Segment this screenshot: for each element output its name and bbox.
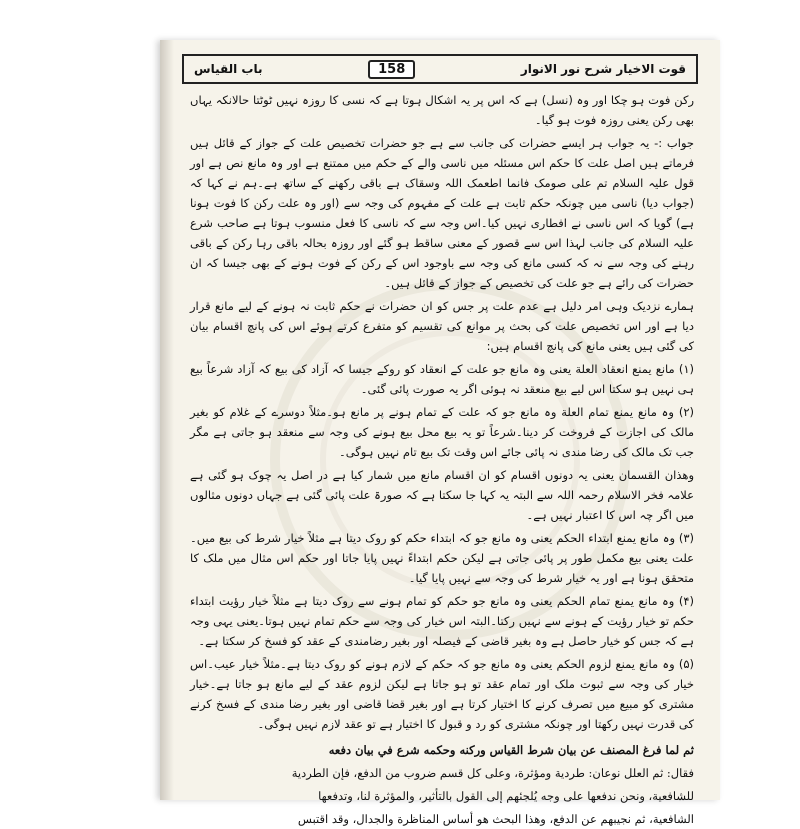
paragraph: وھذان القسمان یعنی یہ دونوں اقسام کو ان اقسام مانع میں شمار کیا ہے در اصل یہ چوک ہو گئی ہے علامہ فخر الاسلام رحمہ اللہ سے البتہ یہ کہا جا سکتا ہے کہ صورۃ علت پائی گئی ہے جہاں دونوں مثالوں میں اگر چہ اس کا اعتبار نہیں ہے۔ xyxy=(190,468,694,522)
paragraph: (۲) وہ مانع یمنع تمام العلة وہ مانع جو کہ علت کے تمام ہونے پر مانع ہو۔مثلاً دوسرے کے غلام کو بغیر مالک کی اجازت کے فروخت کر دینا۔شرعاً تو یہ بیع محل بیع ہونے کی وجہ سے منعقد ہو جاتی ہے مگر جب تک مالک کی رضا مندی نہ پائی جائے اس وقت تک بیع تام نہیں ہوگی۔ xyxy=(190,405,694,459)
paragraph: (۵) وہ مانع یمنع لزوم الحکم یعنی وہ مانع جو کہ حکم کے لازم ہونے کو روک دیتا ہے۔مثلاً خیار عیب۔اس خیار کی وجہ سے ثبوت ملک اور تمام عقد تو ہو جاتا ہے لیکن لزوم عقد کے لیے مانع ہو جاتا ہے۔خیار مشتری کو مبیع میں تصرف کرنے کا اختیار کرتا ہے اور بغیر قضا قاضی اور بغیر رضا مندی کے فسخ کرنے کی قدرت نہیں رکھتا اور چونکہ مشتری کو رد و قبول کا اختیار ہے تو عقد لازم نہیں ہوگی۔ xyxy=(190,657,694,731)
paragraph: (۱) مانع یمنع انعقاد العلة یعنی وہ مانع جو علت کے انعقاد کو روکے جیسا کہ آزاد کی بیع کہ آزاد شرعاً بیع ہی نہیں ہو سکتا اس لیے بیع منعقد نہ ہوئی اگر یہ صورت پائی گئی۔ xyxy=(190,362,694,396)
page-gutter xyxy=(160,40,174,800)
paragraph: ہمارے نزدیک وہی امر دلیل ہے عدم علت پر جس کو ان حضرات نے حکم ثابت نہ ہونے کے لیے مانع قرار دیا ہے اور اس تخصیص علت کی بحث پر موانع کی تقسیم کو متفرع کرتے ہوئے اس کی پانچ اقسام بیان کی گئی ہیں یعنی مانع کی پانچ اقسام ہیں: xyxy=(190,299,694,353)
paragraph: جواب :- یہ جواب ہر ایسے حضرات کی جانب سے ہے جو حضرات تخصیص علت کے جواز کے قائل ہیں فرماتے ہیں اصل علت کا حکم اس مسئلہ میں ناسی والے کے حکم میں ممتنع ہے اور وہ مانع نص ہے اور قول علیہ السلام تم علی صومک فانما اطعمک اللہ وسقاک ہے باقی رکھنے کے ساتھ ہے۔ہم نے کہا کہ (جواب دیا) ناسی میں چونکہ حکم ثابت ہے علت کے مفہوم کی وجہ سے (اور وہ علت رکن کا فوت ہونا ہے) گویا کہ اس ناسی نے افطاری نہیں کیا۔اس وجہ سے کہ ناسی کا فعل منسوب ہوتا ہے صاحب شرع علیہ السلام کی جانب لہذا اس سے قصور کے معنی ساقط ہو گئے اور روزہ بحالہ باقی رہا رکن کے باقی رہنے کی وجہ سے نہ کہ کسی مانع کی وجہ سے باوجود اس کے رکن کے فوت ہونے کے بھی جیسا کہ ان حضرات کی رائے ہے جو علت کی تخصیص کے جواز کے قائل ہیں۔ xyxy=(190,136,694,290)
book-title: قوت الاخیار شرح نور الانوار xyxy=(520,62,686,76)
page-header xyxy=(182,54,698,84)
book-page xyxy=(160,40,720,826)
paragraph: (۳) وہ مانع یمنع ابتداء الحکم یعنی وہ مانع جو کہ ابتداء حکم کو روک دیتا ہے مثلاً خیار شرط کی بیع میں۔علت یعنی بیع مکمل طور پر پائی جاتی ہے لیکن حکم ابتداءً نہیں پایا جاتا اور حکم اس مثال میں ملک کا متحقق ہونا ہے اور یہ خیار شرط کی وجہ سے نہیں پایا گیا۔ xyxy=(190,531,694,585)
arabic-line: فقال: ثم العلل نوعان: طردية ومؤثرة، وعلى كل قسم ضروب من الدفع، فإن الطردية xyxy=(291,766,694,780)
page-number: 158 xyxy=(368,60,415,79)
paragraph: رکن فوت ہو چکا اور وہ (نسل) ہے کہ اس پر یہ اشکال ہوتا ہے کہ نسی کا روزہ نہیں ٹوٹتا حالانکہ یہاں بھی رکن یعنی روزہ فوت ہو گیا۔ xyxy=(190,93,694,127)
chapter-title: باب القیاس xyxy=(194,62,263,76)
arabic-line: ثم لما فرغ المصنف عن بيان شرط القياس وركنه وحكمه شرع في بيان دفعه xyxy=(328,743,694,757)
paragraph: (۴) وہ مانع یمنع تمام الحکم یعنی وہ مانع جو حکم کو تمام ہونے سے روک دیتا ہے مثلاً خیار رؤیت ابتداء حکم تو خیار رؤیت کے ہونے سے نہیں رکتا۔البتہ اس خیار کی وجہ سے حکم تمام نہیں ہوتا۔یعنی یہی وجہ ہے کہ جس کو خیار حاصل ہے وہ بغیر قاضی کے فیصلہ اور بغیر رضامندی کے عقد کو فسخ کر سکتا ہے۔ xyxy=(190,594,694,648)
arabic-line: الشافعية، ثم نجيبهم عن الدفع، وهذا البحث هو أساس المناظرة والجدال، وقد اقتبس xyxy=(297,812,694,826)
arabic-line: للشافعية، ونحن ندفعها على وجه يُلجئهم إلى القول بالتأثير، والمؤثرة لنا، وتدفعها xyxy=(318,789,694,803)
page-body xyxy=(190,90,694,826)
